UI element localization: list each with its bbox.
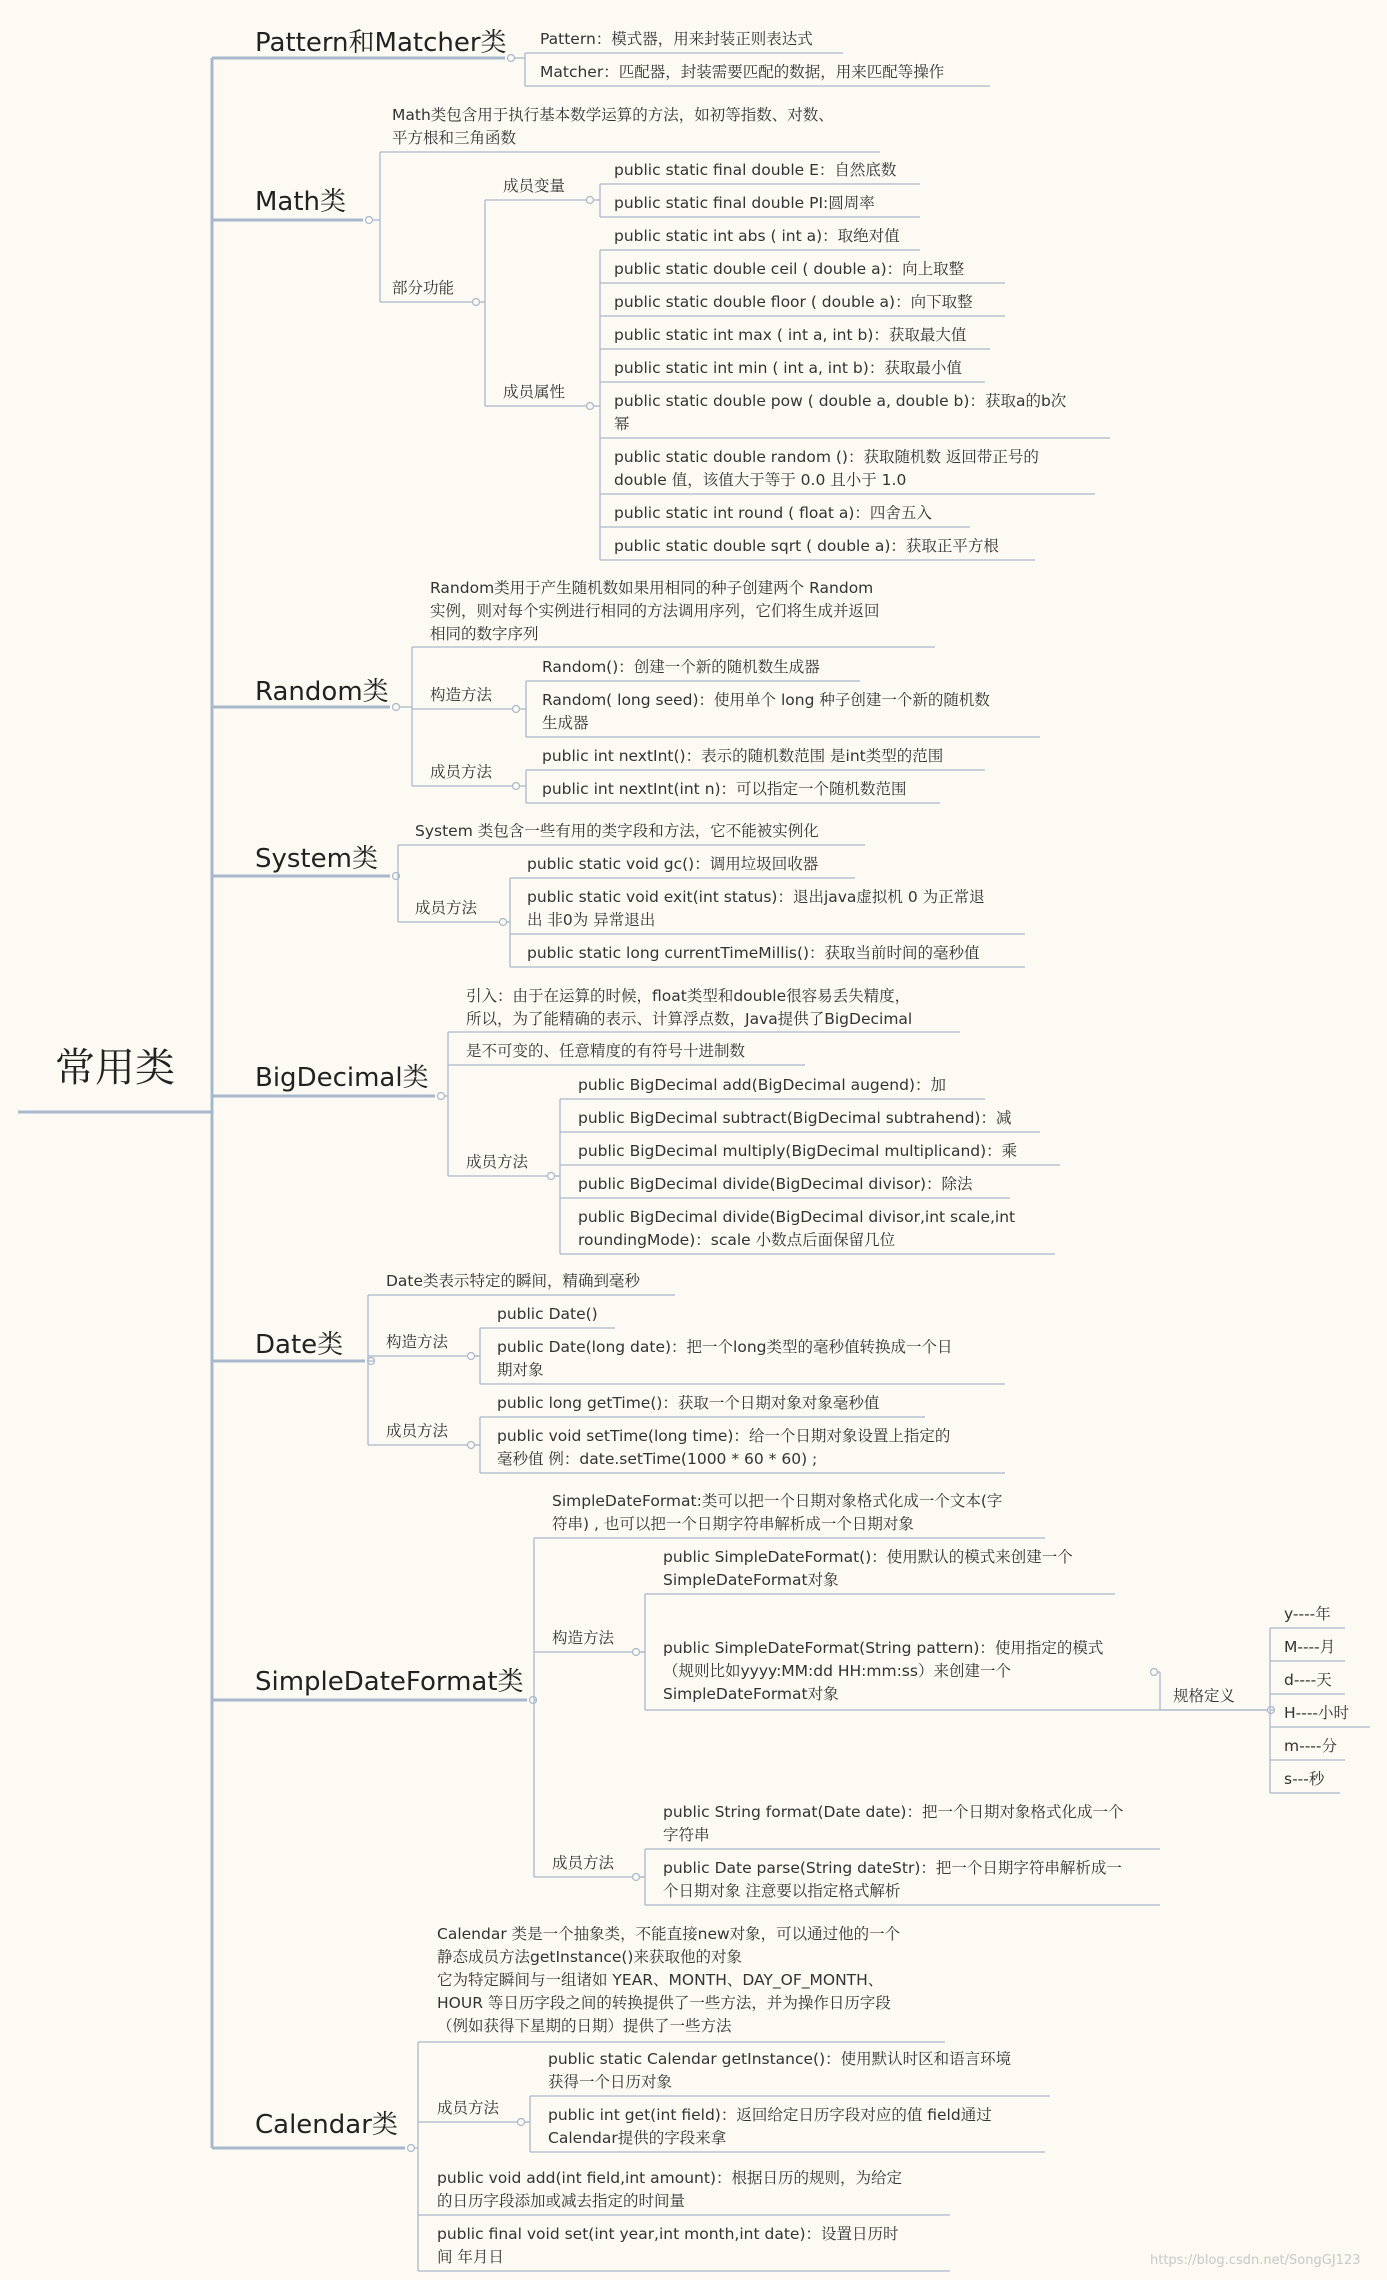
calendar-method-label[interactable]: 成员方法 bbox=[437, 2099, 500, 2117]
collapse-toggle bbox=[513, 706, 520, 713]
collapse-toggle bbox=[1151, 1669, 1158, 1676]
bigdecimal-multiply[interactable]: public BigDecimal multiply(BigDecimal multiplicand)：乘 bbox=[578, 1142, 1018, 1160]
collapse-toggle bbox=[438, 1093, 445, 1100]
random-method-nextint[interactable]: public int nextInt()：表示的随机数范围 是int类型的范围 bbox=[542, 747, 944, 765]
math-var-pi[interactable]: public static final double PI:圆周率 bbox=[614, 194, 875, 212]
matcher-item[interactable]: Matcher：匹配器，封装需要匹配的数据，用来匹配等操作 bbox=[540, 63, 945, 81]
date-method-settime[interactable]: public void setTime(long time)：给一个日期对象设置上指定的 毫秒值 例：date.setTime(1000 * 60 * 60) ; bbox=[497, 1427, 951, 1468]
math-attr-sqrt[interactable]: public static double sqrt ( double a)：获取正平方根 bbox=[614, 537, 999, 555]
sdf-rule-second[interactable]: s---秒 bbox=[1284, 1770, 1325, 1788]
bigdecimal-method-label[interactable]: 成员方法 bbox=[466, 1153, 529, 1171]
sdf-rule-month[interactable]: M----月 bbox=[1284, 1638, 1336, 1656]
calendar-method-add[interactable]: public void add(int field,int amount)：根据日历的规则，为给定 的日历字段添加或减去指定的时间量 bbox=[437, 2169, 903, 2210]
collapse-toggle bbox=[366, 217, 373, 224]
collapse-toggle bbox=[473, 299, 480, 306]
sdf-method-label[interactable]: 成员方法 bbox=[552, 1854, 615, 1872]
math-description[interactable]: Math类包含用于执行基本数学运算的方法，如初等指数、对数、 平方根和三角函数 bbox=[392, 106, 834, 147]
sdf-method-parse[interactable]: public Date parse(String dateStr)：把一个日期字符串解析成一 个日期对象 注意要以指定格式解析 bbox=[663, 1859, 1122, 1900]
system-description[interactable]: System 类包含一些有用的类字段和方法，它不能被实例化 bbox=[415, 822, 819, 840]
math-attr-abs[interactable]: public static int abs ( int a)：取绝对值 bbox=[614, 227, 900, 245]
sdf-rule-year[interactable]: y----年 bbox=[1284, 1605, 1331, 1623]
collapse-toggle bbox=[633, 1649, 640, 1656]
random-method-nextint-n[interactable]: public int nextInt(int n)：可以指定一个随机数范围 bbox=[542, 780, 907, 798]
collapse-toggle bbox=[518, 2119, 525, 2126]
date-ctor-default[interactable]: public Date() bbox=[497, 1305, 598, 1323]
bigdecimal-desc[interactable]: 是不可变的、任意精度的有符号十进制数 bbox=[466, 1042, 746, 1060]
calendar-method-getinstance[interactable]: public static Calendar getInstance()：使用默认时区和语言环境 获得一个日历对象 bbox=[548, 2050, 1012, 2091]
math-attr-round[interactable]: public static int round ( float a)：四舍五入 bbox=[614, 504, 932, 522]
random-description[interactable]: Random类用于产生随机数如果用相同的种子创建两个 Random 实例，则对每个实例进行相同的方法调用序列，它们将生成并返回 相同的数字序列 bbox=[430, 579, 880, 643]
collapse-toggle bbox=[587, 197, 594, 204]
random-method-label[interactable]: 成员方法 bbox=[430, 763, 493, 781]
topic-calendar[interactable]: Calendar类 bbox=[255, 2110, 398, 2140]
date-ctor-label[interactable]: 构造方法 bbox=[386, 1333, 449, 1351]
math-attr-random[interactable]: public static double random ()：获取随机数 返回带正号的 double 值，该值大于等于 0.0 且小于 1.0 bbox=[614, 448, 1039, 489]
collapse-toggle bbox=[468, 1353, 475, 1360]
calendar-method-set[interactable]: public final void set(int year,int month,int date)：设置日历时 间 年月日 bbox=[437, 2225, 899, 2266]
sdf-ctor-pattern[interactable]: public SimpleDateFormat(String pattern)：使用指定的模式 （规则比如yyyy:MM:dd HH:mm:ss）来创建一个 SimpleDateFormat对象 bbox=[663, 1639, 1104, 1703]
math-attr-pow[interactable]: public static double pow ( double a, double b)：获取a的b次 幂 bbox=[614, 392, 1067, 433]
topic-simpledateformat[interactable]: SimpleDateFormat类 bbox=[255, 1667, 524, 1697]
calendar-method-get[interactable]: public int get(int field)：返回给定日历字段对应的值 field通过 Calendar提供的字段来拿 bbox=[548, 2106, 992, 2147]
math-attr-max[interactable]: public static int max ( int a, int b)：获取最大值 bbox=[614, 326, 967, 344]
math-attr-floor[interactable]: public static double floor ( double a)：向下取整 bbox=[614, 293, 973, 311]
math-var-label[interactable]: 成员变量 bbox=[503, 177, 566, 195]
random-ctor-default[interactable]: Random()：创建一个新的随机数生成器 bbox=[542, 658, 820, 676]
system-method-label[interactable]: 成员方法 bbox=[415, 899, 478, 917]
sdf-rule-label[interactable]: 规格定义 bbox=[1173, 1687, 1236, 1705]
date-method-gettime[interactable]: public long getTime()：获取一个日期对象对象毫秒值 bbox=[497, 1394, 880, 1412]
bigdecimal-subtract[interactable]: public BigDecimal subtract(BigDecimal subtrahend)：减 bbox=[578, 1109, 1012, 1127]
bigdecimal-intro[interactable]: 引入：由于在运算的时候，float类型和double很容易丢失精度， 所以，为了能精确的表示、计算浮点数，Java提供了BigDecimal bbox=[466, 987, 913, 1028]
root-node[interactable]: 常用类 bbox=[55, 1045, 175, 1091]
math-part-label[interactable]: 部分功能 bbox=[392, 279, 455, 297]
collapse-toggle bbox=[548, 1173, 555, 1180]
collapse-toggle bbox=[587, 403, 594, 410]
pattern-item[interactable]: Pattern：模式器，用来封装正则表达式 bbox=[540, 30, 813, 48]
collapse-toggle bbox=[500, 919, 507, 926]
date-description[interactable]: Date类表示特定的瞬间，精确到毫秒 bbox=[386, 1272, 641, 1290]
topic-math[interactable]: Math类 bbox=[255, 187, 347, 217]
math-attr-label[interactable]: 成员属性 bbox=[503, 383, 566, 401]
sdf-rule-hour[interactable]: H----小时 bbox=[1284, 1704, 1350, 1722]
collapse-toggle bbox=[393, 704, 400, 711]
math-var-e[interactable]: public static final double E：自然底数 bbox=[614, 161, 897, 179]
collapse-toggle bbox=[508, 55, 515, 62]
calendar-description[interactable]: Calendar 类是一个抽象类，不能直接new对象，可以通过他的一个 静态成员方法getInstance()来获取他的对象 它为特定瞬间与一组诸如 YEAR、MONTH、DAY_OF_MONTH、 HOUR 等日历字段之间的转换提供了一些方法，并为操作日历字段 （例如获得下星期的日期）提供了一些方法 bbox=[437, 1925, 901, 2035]
system-method-time[interactable]: public static long currentTimeMillis()：获取当前时间的毫秒值 bbox=[527, 944, 980, 962]
sdf-description[interactable]: SimpleDateFormat:类可以把一个日期对象格式化成一个文本(字 符串) , 也可以把一个日期字符串解析成一个日期对象 bbox=[552, 1492, 1003, 1533]
sdf-rule-minute[interactable]: m----分 bbox=[1284, 1737, 1337, 1755]
topic-random[interactable]: Random类 bbox=[255, 677, 389, 707]
date-ctor-long[interactable]: public Date(long date)：把一个long类型的毫秒值转换成一个日 期对象 bbox=[497, 1338, 953, 1379]
bigdecimal-add[interactable]: public BigDecimal add(BigDecimal augend)：加 bbox=[578, 1076, 947, 1094]
sdf-rule-day[interactable]: d----天 bbox=[1284, 1671, 1332, 1689]
math-attr-min[interactable]: public static int min ( int a, int b)：获取最小值 bbox=[614, 359, 962, 377]
math-attr-ceil[interactable]: public static double ceil ( double a)：向上取整 bbox=[614, 260, 965, 278]
system-method-exit[interactable]: public static void exit(int status)：退出java虚拟机 0 为正常退 出 非0为 异常退出 bbox=[527, 888, 985, 929]
topic-pattern-matcher[interactable]: Pattern和Matcher类 bbox=[255, 28, 507, 58]
topic-system[interactable]: System类 bbox=[255, 844, 378, 874]
system-method-gc[interactable]: public static void gc()：调用垃圾回收器 bbox=[527, 855, 819, 873]
collapse-toggle bbox=[468, 1442, 475, 1449]
topic-date[interactable]: Date类 bbox=[255, 1330, 344, 1360]
random-ctor-seed[interactable]: Random( long seed)：使用单个 long 种子创建一个新的随机数 生成器 bbox=[542, 691, 990, 732]
topic-bigdecimal[interactable]: BigDecimal类 bbox=[255, 1063, 429, 1093]
date-method-label[interactable]: 成员方法 bbox=[386, 1422, 449, 1440]
sdf-method-format[interactable]: public String format(Date date)：把一个日期对象格式化成一个 字符串 bbox=[663, 1803, 1124, 1844]
sdf-ctor-label[interactable]: 构造方法 bbox=[552, 1629, 615, 1647]
bigdecimal-divide[interactable]: public BigDecimal divide(BigDecimal divisor)：除法 bbox=[578, 1175, 973, 1193]
sdf-ctor-default[interactable]: public SimpleDateFormat()：使用默认的模式来创建一个 SimpleDateFormat对象 bbox=[663, 1548, 1073, 1589]
random-ctor-label[interactable]: 构造方法 bbox=[430, 686, 493, 704]
collapse-toggle bbox=[633, 1874, 640, 1881]
watermark: https://blog.csdn.net/SongGJ123 bbox=[1150, 2253, 1361, 2268]
collapse-toggle bbox=[408, 2145, 415, 2152]
bigdecimal-divide-scale[interactable]: public BigDecimal divide(BigDecimal divisor,int scale,int roundingMode)：scale 小数点后面保留几位 bbox=[578, 1208, 1016, 1249]
collapse-toggle bbox=[513, 783, 520, 790]
